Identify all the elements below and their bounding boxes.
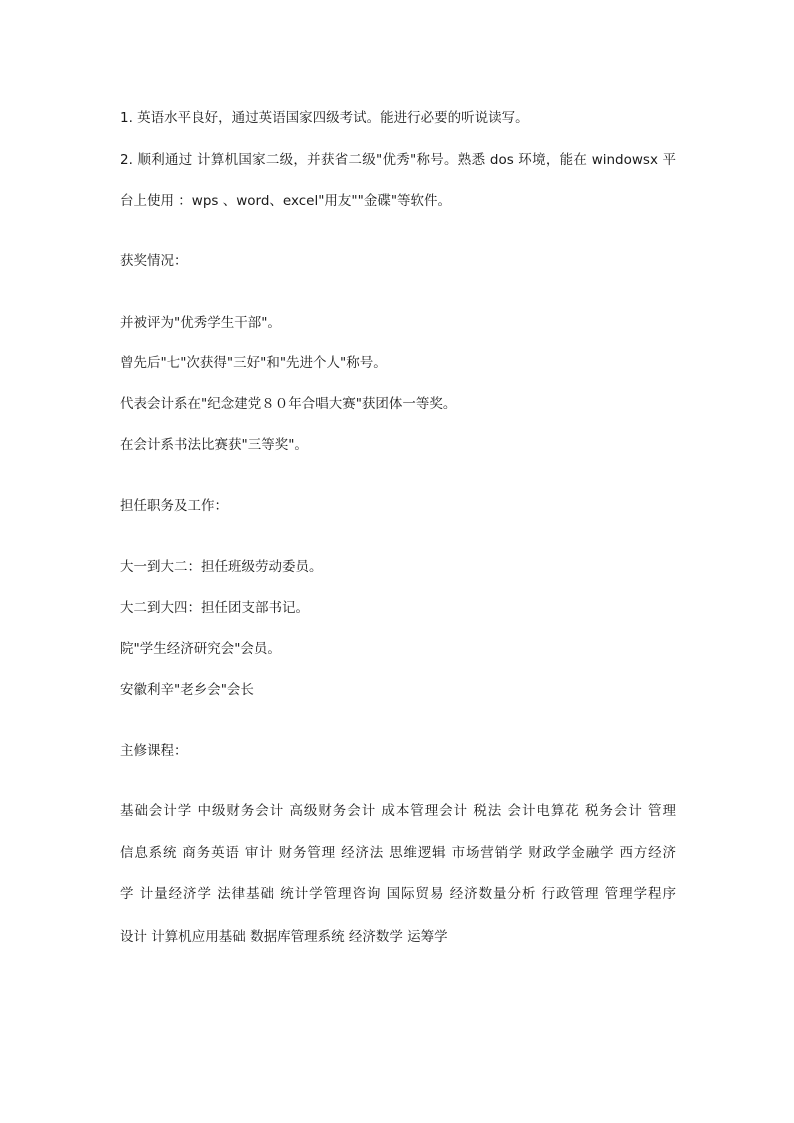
- award-item: 并被评为"优秀学生干部"。: [120, 315, 281, 331]
- position-item: 院"学生经济研究会"会员。: [120, 641, 281, 657]
- skill-computer-line2: 台上使用 ：wps 、word、excel"用友""金碟"等软件。: [120, 193, 452, 209]
- award-item: 曾先后"七"次获得"三好"和"先进个人"称号。: [120, 355, 387, 371]
- courses-line: 基础会计学 中级财务会计 高级财务会计 成本管理会计 税法 会计电算花 税务会计 管理: [120, 803, 676, 819]
- position-item: 大二到大四：担任团支部书记。: [120, 600, 309, 616]
- award-item: 代表会计系在"纪念建党８０年合唱大赛"获团体一等奖。: [120, 396, 457, 412]
- award-item: 在会计系书法比赛获"三等奖"。: [120, 437, 308, 453]
- courses-line: 信息系统 商务英语 审计 财务管理 经济法 思维逻辑 市场营销学 财政学金融学 西方经济: [120, 845, 676, 861]
- courses-line: 学 计量经济学 法律基础 统计学管理咨询 国际贸易 经济数量分析 行政管理 管理学程序: [120, 886, 676, 902]
- courses-heading: 主修课程：: [120, 743, 188, 759]
- skill-computer-line1: 2. 顺利通过 计算机国家二级，并获省二级"优秀"称号。熟悉 dos 环境，能在 windowsx 平: [120, 152, 676, 168]
- skill-english: 1. 英语水平良好，通过英语国家四级考试。能进行必要的听说读写。: [120, 110, 529, 126]
- position-item: 安徽利辛"老乡会"会长: [120, 682, 254, 698]
- courses-line: 设计 计算机应用基础 数据库管理系统 经济数学 运筹学: [120, 929, 448, 945]
- awards-heading: 获奖情况：: [120, 253, 188, 269]
- position-item: 大一到大二：担任班级劳动委员。: [120, 559, 323, 575]
- positions-heading: 担任职务及工作：: [120, 498, 228, 514]
